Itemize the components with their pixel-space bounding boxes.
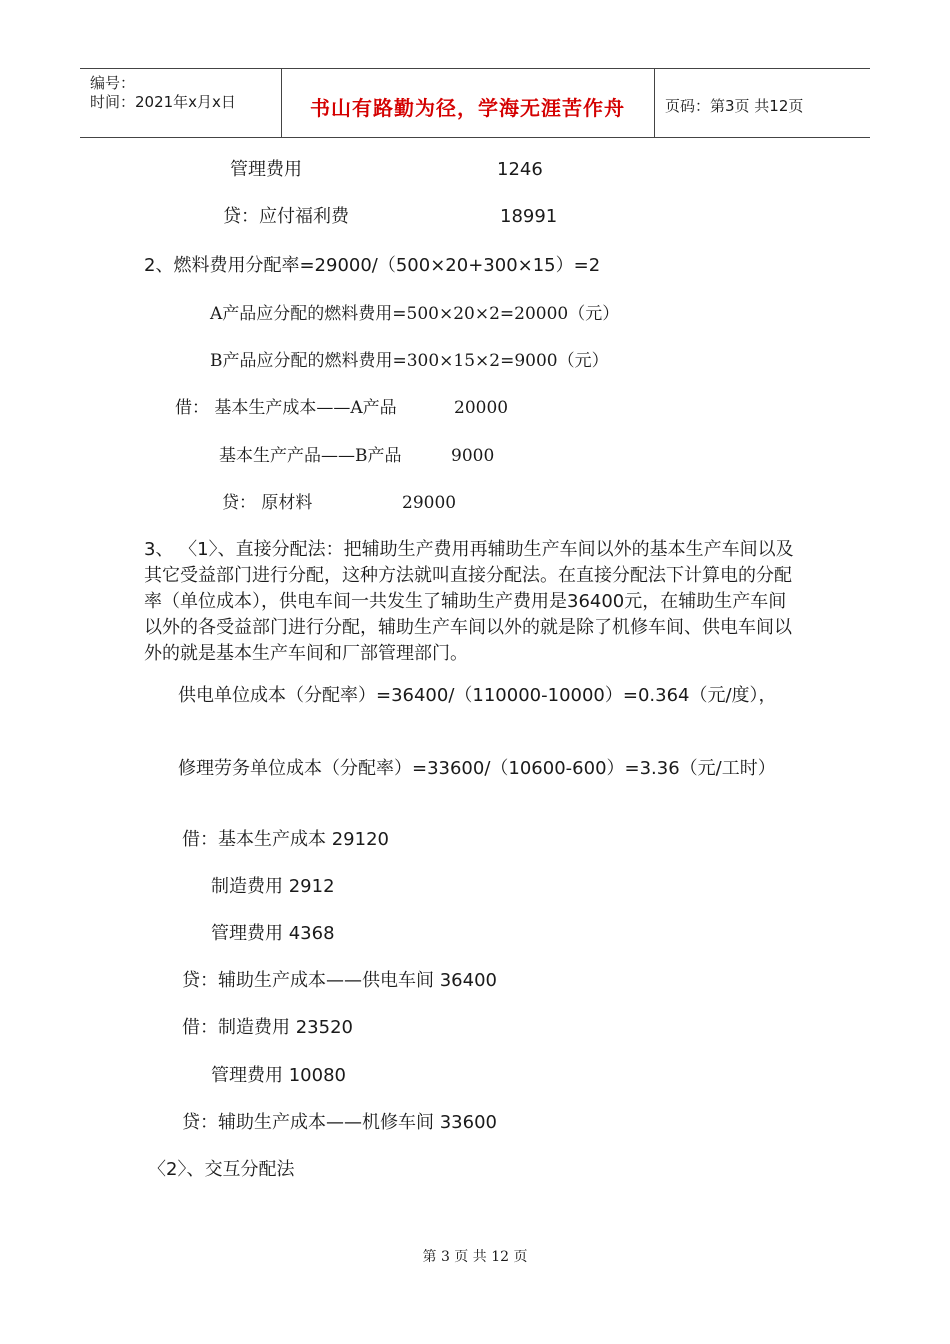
entry-line-amount: 20000 (454, 398, 509, 418)
paragraph-direct-allocation: 3、 〈1〉、直接分配法：把辅助生产费用再辅助生产车间以外的基本生产车间以及其它受益部门进行分配，这种方法就叫直接分配法。在直接分配法下计算电的分配率（单位成本），供电车间一共发生了辅助生产费用是36400元，在辅助生产车间以外的各受益部门进行分配，辅助生产车间以外的就是除了机修车间、供电车间以外的就是基本生产车间和厂部管理部门。 (144, 539, 794, 664)
document-header (80, 68, 870, 138)
calc-line: B产品应分配的燃料费用=300×15×2=9000（元） (210, 351, 609, 371)
entry-line-amount: 9000 (451, 446, 495, 466)
journal-line: 管理费用 4368 (211, 923, 335, 944)
entry-line-name: 管理费用 (230, 159, 302, 180)
section-heading: 〈2〉、交互分配法 (148, 1159, 295, 1180)
header-divider (654, 69, 655, 137)
journal-line: 借：基本生产成本 29120 (182, 829, 389, 850)
calc-line: 2、燃料费用分配率=29000/（500×20+300×15）=2 (144, 255, 601, 276)
header-number-label: 编号： (90, 74, 136, 92)
header-motto: 书山有路勤为径，学海无涯苦作舟 (310, 96, 625, 120)
entry-line-name: 贷： 原材料 (222, 493, 313, 513)
entry-line-amount: 1246 (497, 159, 543, 180)
entry-line-amount: 29000 (402, 493, 457, 513)
entry-line-amount: 18991 (500, 206, 558, 227)
journal-line: 贷：辅助生产成本——机修车间 33600 (182, 1112, 497, 1133)
entry-line-name: 贷：应付福利费 (223, 206, 349, 227)
journal-line: 管理费用 10080 (211, 1065, 346, 1086)
paragraph-repair-unit-cost: 修理劳务单位成本（分配率）=33600/（10600-600）=3.36（元/工时） (178, 758, 776, 779)
entry-line-name: 借： 基本生产成本——A产品 (175, 398, 397, 418)
header-time-label: 时间：2021年x月x日 (90, 93, 236, 111)
page-footer: 第 3 页 共 12 页 (422, 1249, 528, 1265)
journal-line: 制造费用 2912 (211, 876, 335, 897)
journal-line: 贷：辅助生产成本——供电车间 36400 (182, 970, 497, 991)
entry-line-name: 基本生产产品——B产品 (219, 446, 402, 466)
journal-line: 借：制造费用 23520 (182, 1017, 353, 1038)
header-page-label: 页码：第3页 共12页 (665, 97, 804, 115)
paragraph-power-unit-cost: 供电单位成本（分配率）=36400/（110000-10000）=0.364（元/度）， (178, 685, 777, 706)
calc-line: A产品应分配的燃料费用=500×20×2=20000（元） (210, 304, 620, 324)
